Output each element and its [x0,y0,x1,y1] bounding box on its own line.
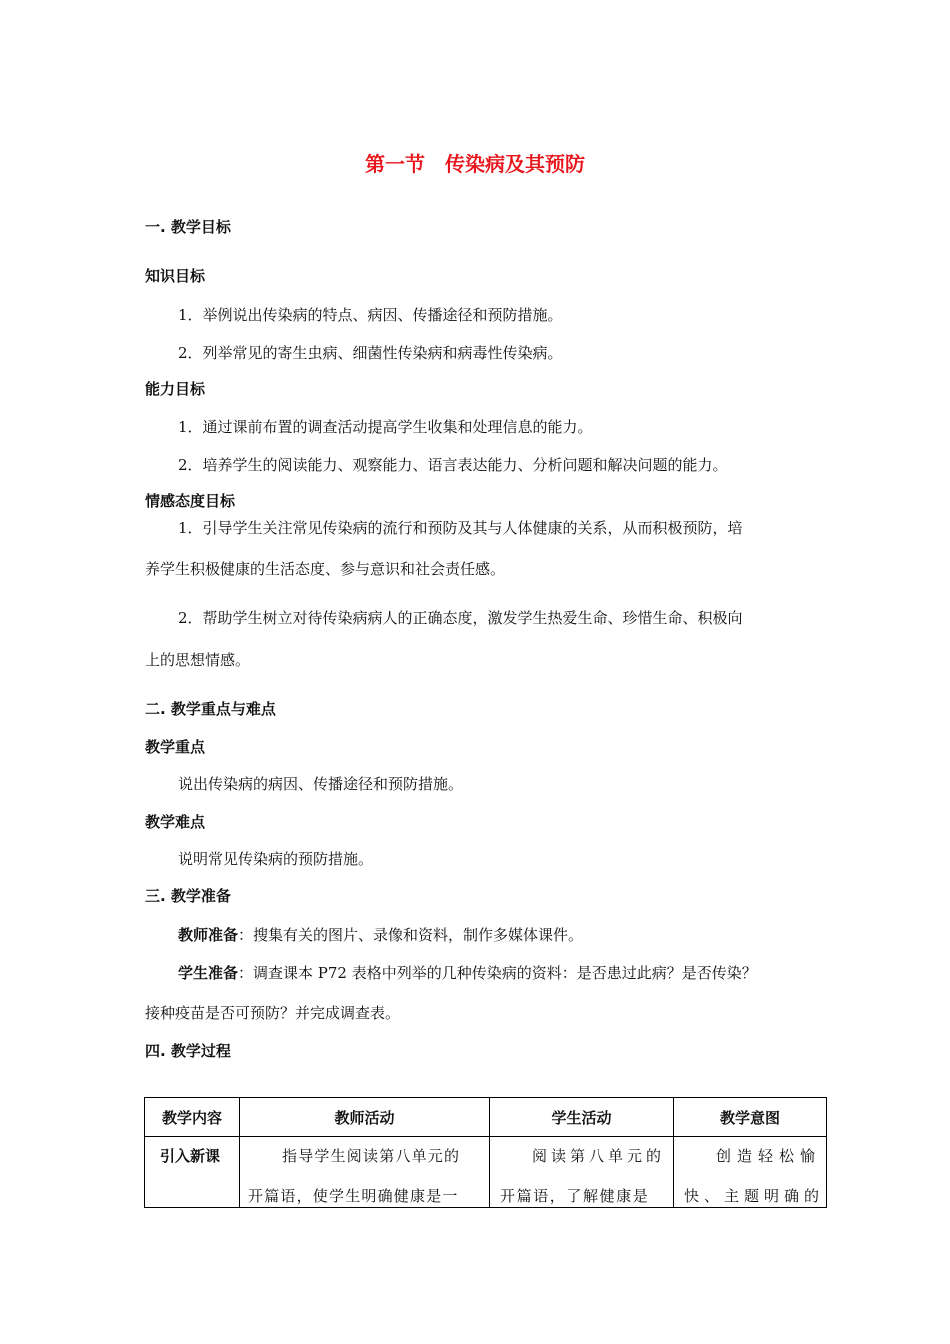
section-heading-process: 四. 教学过程 [145,1042,231,1060]
student-activity-line-2: 开篇语，了解健康是 [500,1187,650,1205]
section-heading-preparation: 三. 教学准备 [145,887,231,905]
emotion-item-2-line-1: 2．帮助学生树立对待传染病病人的正确态度，激发学生热爱生命、珍惜生命、积极向 [178,609,743,627]
table-cell-intent [674,1137,827,1208]
row-content-label: 引入新课 [160,1147,221,1165]
emotion-item-2-line-2: 上的思想情感。 [145,651,251,669]
teacher-preparation [178,924,583,945]
teacher-preparation-text: ：搜集有关的图片、录像和资料，制作多媒体课件。 [238,926,584,944]
difficulty-text: 说明常见传染病的预防措施。 [178,850,374,868]
knowledge-item-2: 2．列举常见的寄生虫病、细菌性传染病和病毒性传染病。 [178,344,563,362]
emotion-item-1-line-1: 1．引导学生关注常见传染病的流行和预防及其与人体健康的关系，从而积极预防，培 [178,519,743,537]
ability-item-2: 2．培养学生的阅读能力、观察能力、语言表达能力、分析问题和解决问题的能力。 [178,456,728,474]
student-activity-line-1: 阅读第八单元的 [532,1147,666,1165]
section-heading-key-points: 二. 教学重点与难点 [145,700,276,718]
teaching-process-table [144,1097,827,1208]
table-header-row [145,1098,827,1137]
teacher-activity-line-1: 指导学生阅读第八单元的 [282,1147,461,1165]
key-point-text: 说出传染病的病因、传播途径和预防措施。 [178,775,464,793]
column-header: 学生活动 [490,1098,674,1137]
intent-line-1: 创造轻松愉 [716,1147,822,1165]
subheading-difficulty: 教学难点 [145,813,206,831]
document-title: 第一节 传染病及其预防 [365,152,585,176]
section-heading-objectives: 一. 教学目标 [145,218,231,236]
knowledge-item-1: 1．举例说出传染病的特点、病因、传播途径和预防措施。 [178,306,563,324]
student-preparation-text: ：调查课本 P72 表格中列举的几种传染病的资料：是否患过此病？是否传染？ [238,964,757,982]
student-preparation-line-2: 接种疫苗是否可预防？并完成调查表。 [145,1004,401,1022]
teacher-activity-line-2: 开篇语，使学生明确健康是一 [248,1187,459,1205]
subheading-emotion: 情感态度目标 [145,492,236,510]
column-header: 教学意图 [674,1098,827,1137]
table-cell-teacher [240,1137,490,1208]
student-preparation-label: 学生准备 [178,964,239,982]
column-header: 教师活动 [240,1098,490,1137]
subheading-knowledge: 知识目标 [145,267,206,285]
table-cell-student [490,1137,674,1208]
emotion-item-1-line-2: 养学生积极健康的生活态度、参与意识和社会责任感。 [145,560,506,578]
subheading-key: 教学重点 [145,738,206,756]
teacher-preparation-label: 教师准备 [178,926,239,944]
column-header: 教学内容 [145,1098,240,1137]
subheading-ability: 能力目标 [145,380,206,398]
table-cell-content [145,1137,240,1208]
student-preparation [178,962,757,983]
intent-line-2: 快、主题明确的 [684,1187,825,1205]
table-row [145,1137,827,1208]
ability-item-1: 1．通过课前布置的调查活动提高学生收集和处理信息的能力。 [178,418,593,436]
